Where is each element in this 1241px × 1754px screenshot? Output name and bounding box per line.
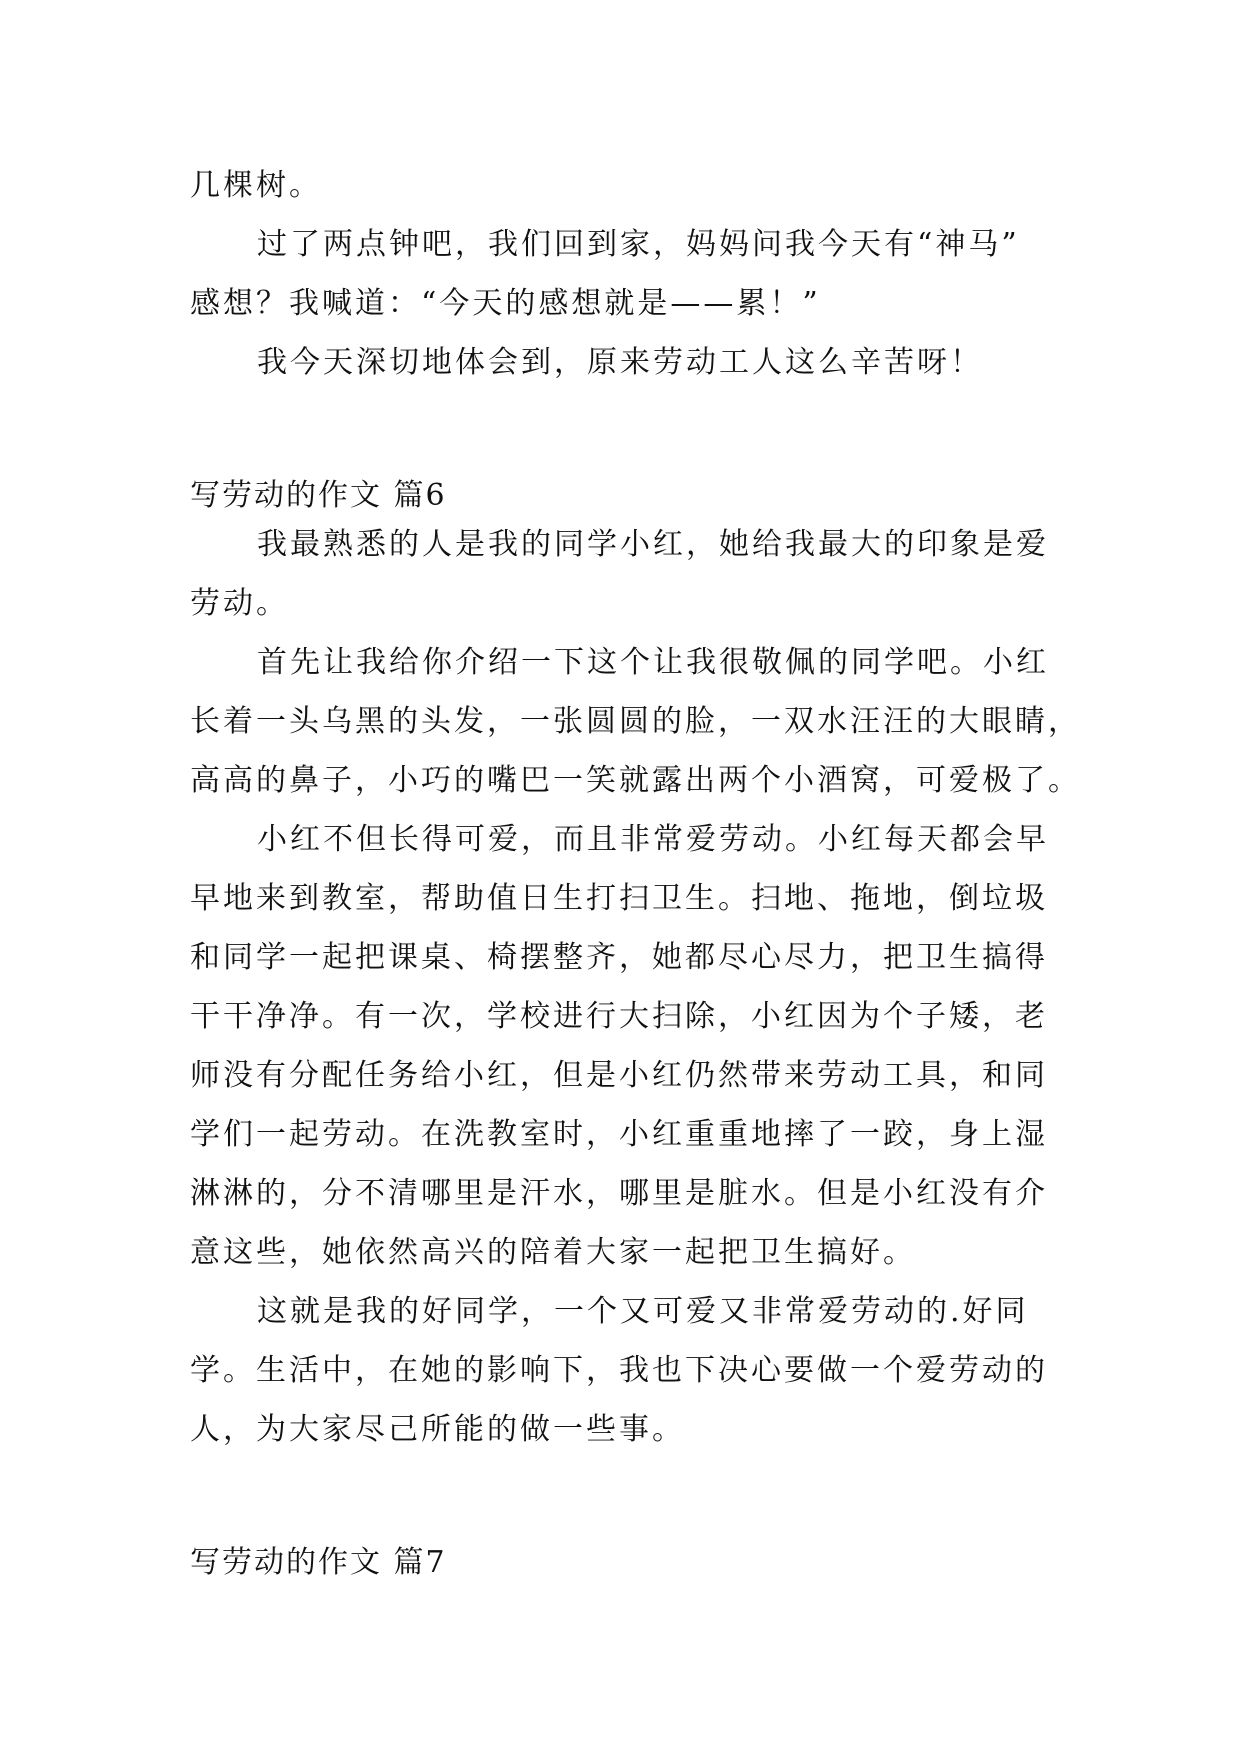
section-6-paragraph-2 — [190, 633, 1081, 810]
text-line: 我今天深切地体会到，原来劳动工人这么辛苦呀！ — [257, 345, 983, 380]
text-line: 学。生活中，在她的影响下，我也下决心要做一个爱劳动的 — [190, 1353, 1048, 1388]
text-line: 劳动。 — [190, 586, 289, 621]
text-line: 高高的鼻子，小巧的嘴巴一笑就露出两个小酒窝，可爱极了。 — [190, 763, 1081, 798]
text-line: 早地来到教室，帮助值日生打扫卫生。扫地、拖地，倒垃圾 — [190, 881, 1048, 916]
section-heading-6: 写劳动的作文 篇6 — [190, 478, 447, 513]
section-heading-7: 写劳动的作文 篇7 — [190, 1545, 447, 1580]
paragraph-return-home — [190, 215, 1050, 333]
section-6-paragraph-4 — [190, 1282, 1050, 1459]
paragraph-prev-end — [190, 156, 1050, 215]
text-line: 淋淋的，分不清哪里是汗水，哪里是脏水。但是小红没有介 — [190, 1176, 1048, 1211]
section-6-paragraph-1 — [190, 515, 1050, 633]
text-line: 过了两点钟吧，我们回到家，妈妈问我今天有“神马” — [257, 227, 1020, 262]
text-line: 感想？我喊道：“今天的感想就是——累！” — [190, 286, 821, 321]
text-line: 意这些，她依然高兴的陪着大家一起把卫生搞好。 — [190, 1235, 916, 1270]
text-line: 人，为大家尽己所能的做一些事。 — [190, 1412, 685, 1447]
text-line: 我最熟悉的人是我的同学小红，她给我最大的印象是爱 — [257, 527, 1049, 562]
text-line: 首先让我给你介绍一下这个让我很敬佩的同学吧。小红 — [257, 645, 1049, 680]
text-line: 师没有分配任务给小红，但是小红仍然带来劳动工具，和同 — [190, 1058, 1048, 1093]
paragraph-reflection — [190, 333, 1050, 392]
text-line: 干干净净。有一次，学校进行大扫除，小红因为个子矮，老 — [190, 999, 1048, 1034]
section-6-paragraph-3 — [190, 810, 1050, 1282]
text-line: 长着一头乌黑的头发，一张圆圆的脸，一双水汪汪的大眼睛， — [190, 704, 1081, 739]
text-line: 这就是我的好同学，一个又可爱又非常爱劳动的.好同 — [257, 1294, 1029, 1329]
text-line: 学们一起劳动。在洗教室时，小红重重地摔了一跤，身上湿 — [190, 1117, 1048, 1152]
text-line: 和同学一起把课桌、椅摆整齐，她都尽心尽力，把卫生搞得 — [190, 940, 1048, 975]
text-line: 几棵树。 — [190, 168, 322, 203]
text-line: 小红不但长得可爱，而且非常爱劳动。小红每天都会早 — [257, 822, 1049, 857]
